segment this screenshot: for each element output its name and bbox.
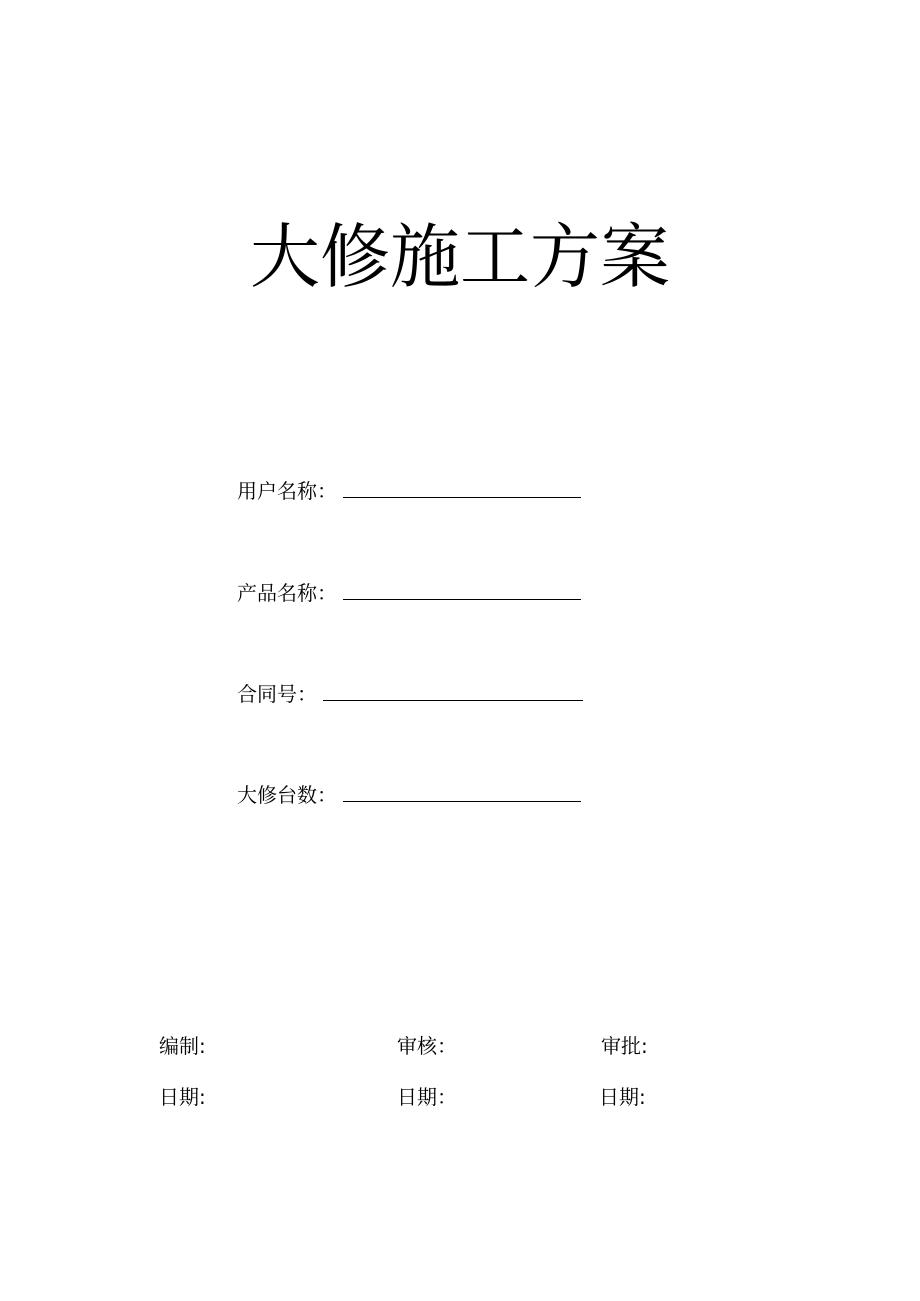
user-name-blank[interactable]	[343, 475, 581, 498]
reviewed-by-label: 审核：	[397, 1034, 457, 1058]
field-user-name	[237, 475, 581, 505]
field-label: 大修台数：	[237, 783, 337, 807]
approved-date-label: 日期:	[599, 1085, 646, 1109]
field-overhaul-units	[237, 779, 581, 809]
overhaul-units-blank[interactable]	[343, 779, 581, 802]
field-contract-number	[237, 678, 583, 708]
product-name-blank[interactable]	[343, 577, 581, 600]
compiled-date-label: 日期:	[159, 1085, 206, 1109]
field-product-name	[237, 577, 581, 607]
field-label: 用户名称：	[237, 479, 337, 503]
reviewed-date-label: 日期：	[397, 1085, 457, 1109]
document-title: 大修施工方案	[250, 216, 670, 298]
compiled-by-label: 编制:	[159, 1034, 206, 1058]
field-label: 合同号：	[237, 682, 317, 706]
approved-by-label: 审批:	[601, 1034, 648, 1058]
field-label: 产品名称：	[237, 581, 337, 605]
contract-number-blank[interactable]	[323, 678, 583, 701]
